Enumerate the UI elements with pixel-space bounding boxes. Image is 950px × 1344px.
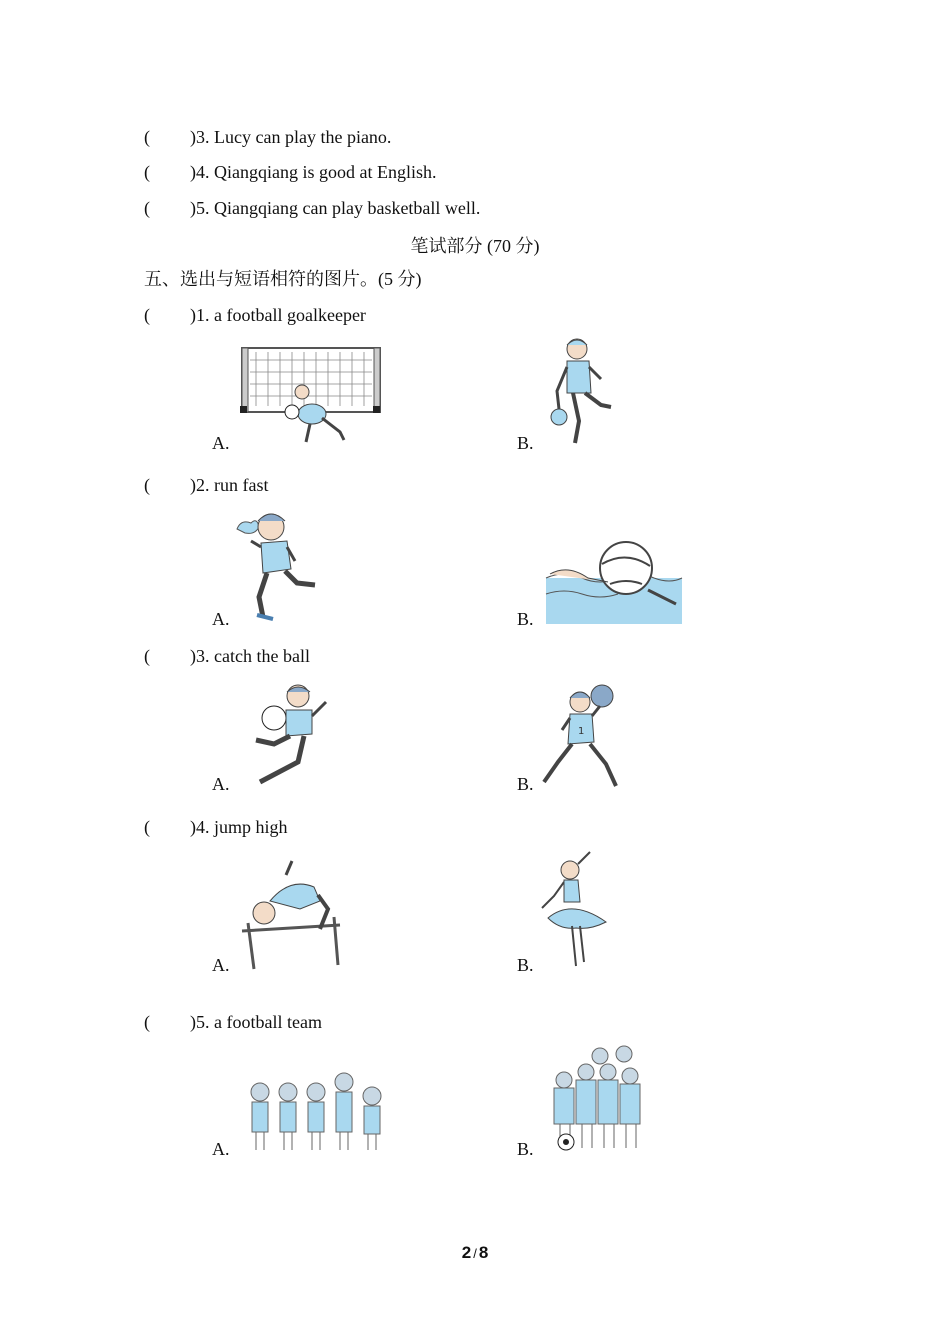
football-team-icon[interactable] bbox=[546, 1044, 646, 1154]
option-a-label[interactable]: A. bbox=[212, 955, 230, 975]
option-b-label[interactable]: B. bbox=[517, 433, 534, 453]
ballerina-icon[interactable] bbox=[540, 848, 615, 972]
basketball-player-icon[interactable] bbox=[545, 335, 620, 451]
answer-bracket[interactable]: ( bbox=[144, 127, 150, 147]
svg-text:1: 1 bbox=[578, 726, 585, 737]
answer-bracket[interactable]: ( bbox=[144, 305, 150, 325]
option-b-label[interactable]: B. bbox=[517, 609, 534, 629]
basketball-kids-row-icon[interactable] bbox=[246, 1070, 391, 1152]
high-jumper-icon[interactable] bbox=[240, 857, 345, 972]
question-5: ( )5. a football team bbox=[144, 1012, 322, 1032]
running-boy-icon[interactable] bbox=[233, 507, 325, 623]
option-a-label[interactable]: A. bbox=[212, 1139, 230, 1159]
option-a-label[interactable]: A. bbox=[212, 609, 230, 629]
listening-item-5: ( )5. Qiangqiang can play basketball well. bbox=[144, 198, 481, 218]
answer-bracket[interactable]: ( bbox=[144, 817, 150, 837]
answer-bracket[interactable]: ( bbox=[144, 1012, 150, 1032]
page-number: 2 / 8 bbox=[461, 1243, 489, 1262]
swimmer-icon[interactable] bbox=[544, 538, 684, 626]
question-1: ( )1. a football goalkeeper bbox=[144, 305, 366, 325]
option-b-label[interactable]: B. bbox=[517, 1139, 534, 1159]
girl-throwing-ball-icon[interactable] bbox=[540, 682, 625, 790]
question-4: ( )4. jump high bbox=[144, 817, 288, 837]
answer-bracket[interactable]: ( bbox=[144, 162, 150, 182]
option-b-label[interactable]: B. bbox=[517, 955, 534, 975]
boy-catching-ball-icon[interactable] bbox=[250, 682, 334, 790]
option-a-label[interactable]: A. bbox=[212, 433, 230, 453]
answer-bracket[interactable]: ( bbox=[144, 198, 150, 218]
option-a-label[interactable]: A. bbox=[212, 774, 230, 794]
answer-bracket[interactable]: ( bbox=[144, 646, 150, 666]
section-title: 五、选出与短语相符的图片。(5 分) bbox=[144, 269, 422, 289]
answer-bracket[interactable]: ( bbox=[144, 475, 150, 495]
option-b-label[interactable]: B. bbox=[517, 774, 534, 794]
written-section-header: 笔试部分 (70 分) bbox=[410, 236, 540, 256]
question-3: ( )3. catch the ball bbox=[144, 646, 310, 666]
question-2: ( )2. run fast bbox=[144, 475, 269, 495]
goalkeeper-diving-icon[interactable] bbox=[240, 344, 385, 448]
listening-item-4: ( )4. Qiangqiang is good at English. bbox=[144, 162, 437, 182]
listening-item-3: ( )3. Lucy can play the piano. bbox=[144, 127, 392, 147]
